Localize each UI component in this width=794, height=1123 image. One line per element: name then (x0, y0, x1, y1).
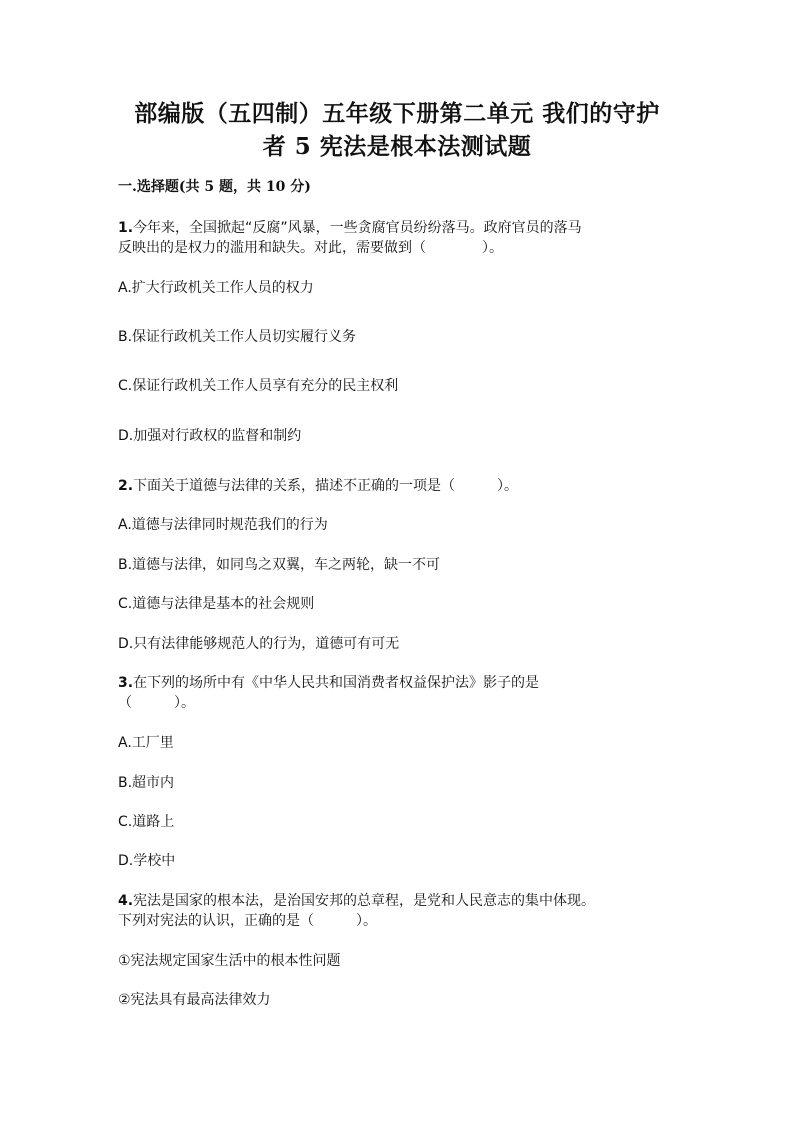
question-2-option-b: B.道德与法律，如同鸟之双翼，车之两轮，缺一不可 (118, 557, 441, 573)
document-title-line-1: 部编版（五四制）五年级下册第二单元 我们的守护 (134, 100, 660, 127)
question-3-stem-line-1 (118, 673, 688, 693)
question-4-statement-1: ①宪法规定国家生活中的根本性问题 (118, 953, 341, 969)
question-2-number: 2. (118, 478, 134, 494)
section-heading: 一.选择题(共 5 题，共 10 分) (118, 179, 311, 195)
question-4-stem-line-2: 下列对宪法的认识，正确的是（ ）。 (118, 913, 377, 929)
question-3-option-b: B.超市内 (118, 775, 175, 791)
question-4-stem-text-1: 宪法是国家的根本法，是治国安邦的总章程，是党和人民意志的集中体现。 (133, 893, 596, 909)
question-1-option-b: B.保证行政机关工作人员切实履行义务 (118, 329, 357, 345)
question-3-number: 3. (118, 675, 134, 691)
question-1-stem-line-1 (118, 218, 688, 238)
question-3-option-d: D.学校中 (118, 853, 176, 869)
question-1-option-d: D.加强对行政权的监督和制约 (118, 428, 302, 444)
question-3-option-a: A.工厂里 (118, 735, 174, 751)
document-title-line-2: 者 5 宪法是根本法测试题 (262, 133, 532, 160)
question-2-option-a: A.道德与法律同时规范我们的行为 (118, 517, 328, 533)
question-4-stem-line-1 (118, 891, 688, 911)
question-2-option-c: C.道德与法律是基本的社会规则 (118, 596, 315, 612)
question-3-stem-text-1: 在下列的场所中有《中华人民共和国消费者权益保护法》影子的是 (133, 675, 540, 691)
question-2-stem-line-1 (118, 476, 688, 496)
question-4-statement-2: ②宪法具有最高法律效力 (118, 992, 271, 1008)
question-4-number: 4. (118, 893, 134, 909)
question-1-option-c: C.保证行政机关工作人员享有充分的民主权利 (118, 378, 399, 394)
question-3-option-c: C.道路上 (118, 814, 175, 830)
question-3-stem-line-2: （ ）。 (118, 695, 195, 711)
question-1-stem-line-2: 反映出的是权力的滥用和缺失。对此，需要做到（ ）。 (118, 240, 503, 256)
question-2-stem-text-1: 下面关于道德与法律的关系，描述不正确的一项是（ ）。 (133, 478, 519, 494)
question-1-stem-text-1: 今年来，全国掀起“反腐”风暴，一些贪腐官员纷纷落马。政府官员的落马 (133, 220, 582, 236)
question-2-option-d: D.只有法律能够规范人的行为，道德可有可无 (118, 636, 400, 652)
question-1-number: 1. (118, 220, 134, 236)
question-1-option-a: A.扩大行政机关工作人员的权力 (118, 280, 314, 296)
